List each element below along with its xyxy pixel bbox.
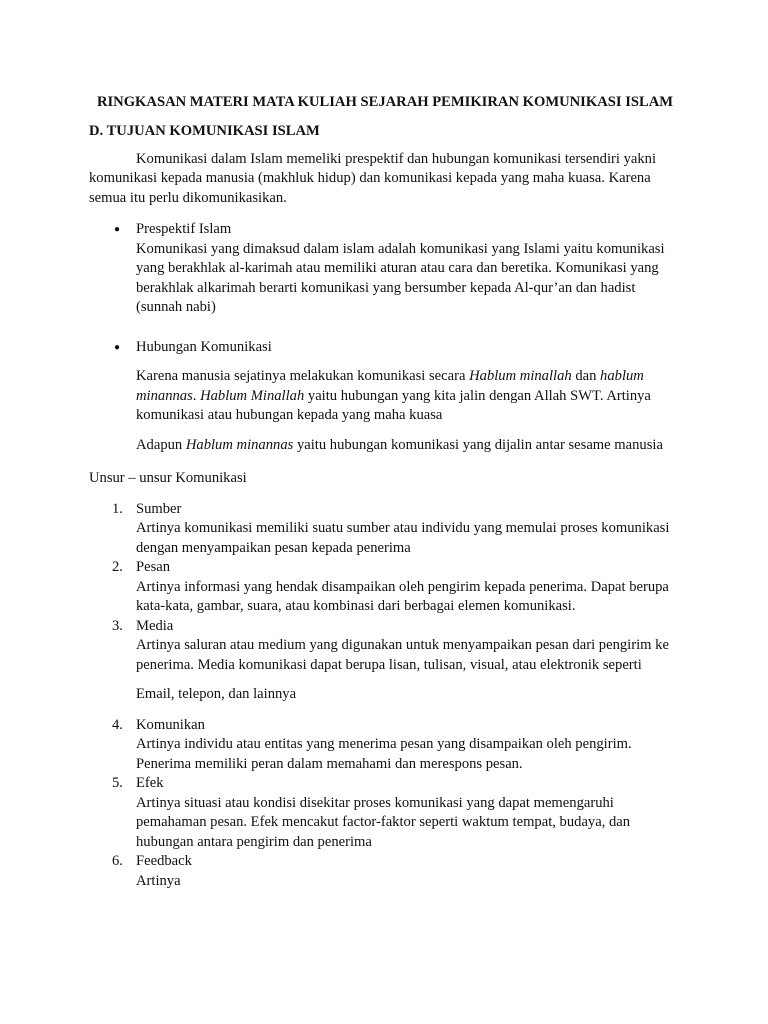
list-item-text: Artinya saluran atau medium yang digunakan untuk menyampaikan pesan dari pengirim ke penerima. Media komunikasi dapat berupa lisan, tulisan, visual, atau elektronik seperti <box>136 637 669 673</box>
document-body <box>89 93 681 891</box>
list-item-number: 2. <box>112 559 123 575</box>
list-item-text: Artinya <box>136 872 181 889</box>
list-item-number: 3. <box>112 617 123 634</box>
list-item <box>89 617 681 705</box>
list-item-title: Komunikan <box>136 716 205 733</box>
list-item-text: Artinya situasi atau kondisi disekitar proses komunikasi yang dapat memengaruhi pemahaman pesan. Efek mencakut factor-faktor seperti waktum tempat, budaya, dan hubungan antara pengirim dan penerima <box>136 794 631 850</box>
list-item <box>89 558 681 617</box>
list-item-number: 6. <box>112 853 123 869</box>
list-item-title: Feedback <box>136 853 192 869</box>
list-item-number: 4. <box>112 716 123 733</box>
document-title: RINGKASAN MATERI MATA KULIAH SEJARAH PEMIKIRAN KOMUNIKASI ISLAM <box>96 94 674 110</box>
purpose-list <box>89 220 681 455</box>
bullet-icon: ● <box>114 224 121 235</box>
list-item-heading: Prespektif Islam <box>136 221 232 237</box>
section-heading: D. TUJUAN KOMUNIKASI ISLAM <box>89 123 320 139</box>
list-item <box>89 500 681 559</box>
list-item-number: 5. <box>112 775 123 791</box>
intro-paragraph: Komunikasi dalam Islam memeliki prespektif dan hubungan komunikasi tersendiri yakni komunikasi kepada manusia (makhluk hidup) dan komunikasi kepada yang maha kuasa. Karena semua itu perlu dikomunikasikan. <box>89 150 656 206</box>
bullet-icon: ● <box>114 341 121 353</box>
list-item-title: Sumber <box>136 500 182 517</box>
list-item-title: Media <box>136 617 174 634</box>
list-item-heading: Hubungan Komunikasi <box>136 338 272 355</box>
list-item-text: Artinya individu atau entitas yang menerima pesan yang disampaikan oleh pengirim. Penerima memiliki peran dalam memahami dan merespons pesan. <box>136 736 632 772</box>
list-item-number: 1. <box>112 500 123 517</box>
list-item-text: Artinya komunikasi memiliki suatu sumber atau individu yang memulai proses komunikasi dengan menyampaikan pesan kepada penerima <box>136 520 670 556</box>
list-item <box>89 774 681 852</box>
list-item-text: Komunikasi yang dimaksud dalam islam adalah komunikasi yang Islami yaitu komunikasi yang berakhlak al-karimah atau memiliki aturan atau cara dan beretika. Komunikasi yang berakhlak alkarimah berarti komunikasi yang bersumber kepada Al-qur’an dan hadist (sunnah nabi) <box>136 240 665 315</box>
list-item <box>89 716 681 775</box>
elements-list <box>89 500 681 892</box>
list-item-hubungan <box>89 338 681 456</box>
hubungan-paragraph-1: Karena manusia sejatinya melakukan komunikasi secara Hablum minallah dan hablum minannas. Hablum Minallah yaitu hubungan yang kita jalin dengan Allah SWT. Artinya komunikasi atau hubungan kepada yang maha kuasa <box>136 368 651 423</box>
elements-heading: Unsur – unsur Komunikasi <box>89 470 247 486</box>
hubungan-paragraph-2: Adapun Hablum minannas yaitu hubungan komunikasi yang dijalin antar sesame manusia <box>136 436 663 453</box>
list-item-title: Pesan <box>136 559 171 575</box>
list-item-extra: Email, telepon, dan lainnya <box>136 686 297 702</box>
list-item-prespektif <box>89 220 681 318</box>
list-item-title: Efek <box>136 775 164 791</box>
list-item <box>89 852 681 891</box>
list-item-text: Artinya informasi yang hendak disampaikan oleh pengirim kepada penerima. Dapat berupa kata-kata, gambar, suara, atau kombinasi dari berbagai elemen komunikasi. <box>136 578 669 614</box>
